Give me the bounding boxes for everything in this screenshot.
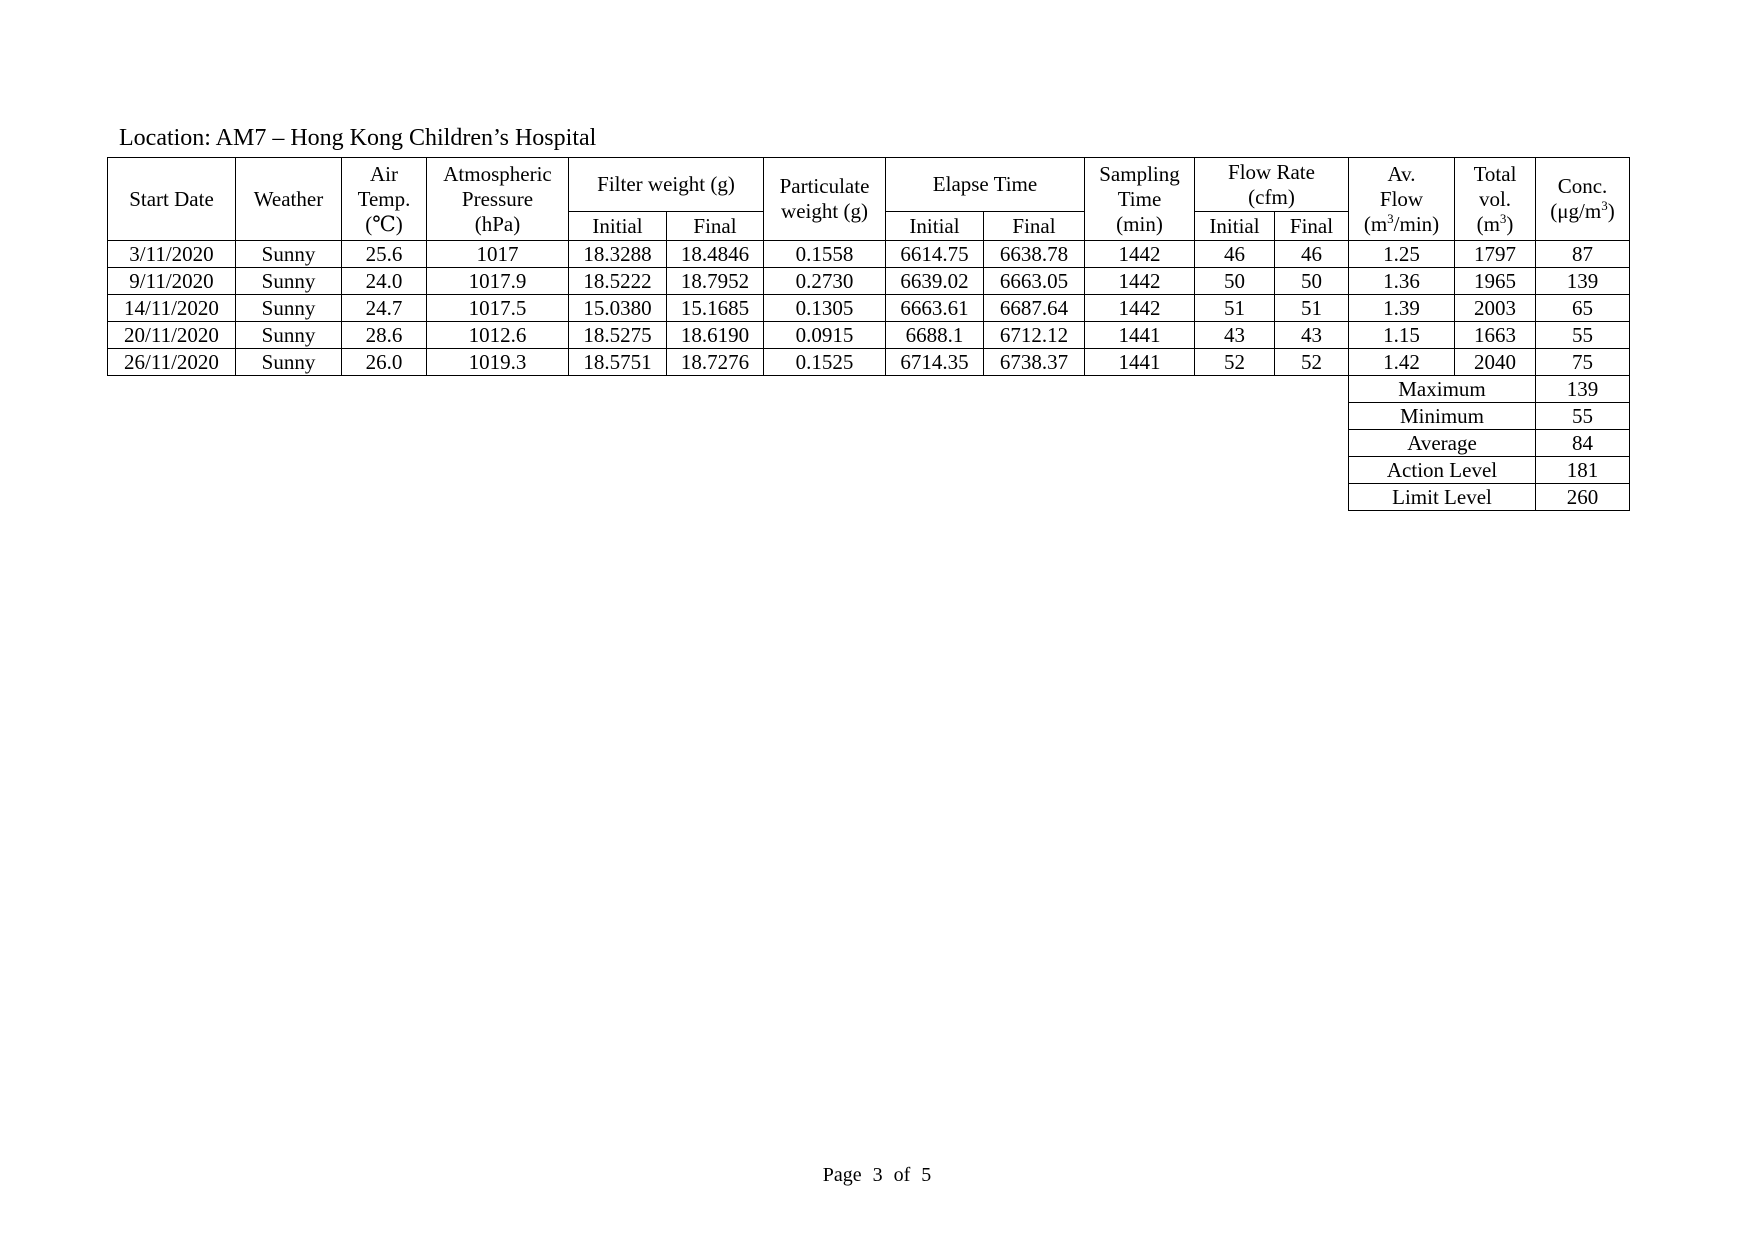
table-cell: 0.1558 <box>764 241 886 268</box>
table-cell: 139 <box>1536 268 1630 295</box>
table-cell: 24.0 <box>342 268 427 295</box>
table-cell: 52 <box>1275 349 1349 376</box>
table-cell: 1017.9 <box>427 268 569 295</box>
table-cell: 26.0 <box>342 349 427 376</box>
page-word: Page <box>822 1164 862 1186</box>
header-flow-initial: Initial <box>1195 212 1275 241</box>
table-row <box>108 295 1630 322</box>
page-total: 5 <box>921 1164 932 1186</box>
table-cell: 2040 <box>1455 349 1536 376</box>
table-cell: 6638.78 <box>984 241 1085 268</box>
table-cell: 6663.61 <box>886 295 984 322</box>
table-cell: 1441 <box>1085 349 1195 376</box>
table-cell: 1012.6 <box>427 322 569 349</box>
header-elapse-initial: Initial <box>886 212 984 241</box>
header-elapse-final: Final <box>984 212 1085 241</box>
table-cell: 18.5222 <box>569 268 667 295</box>
summary-label: Minimum <box>1349 403 1536 430</box>
header-filter-final: Final <box>667 212 764 241</box>
summary-row <box>108 484 1630 511</box>
summary-value: 181 <box>1536 457 1630 484</box>
table-cell: 6639.02 <box>886 268 984 295</box>
summary-row <box>108 457 1630 484</box>
summary-value: 139 <box>1536 376 1630 403</box>
table-cell: Sunny <box>236 241 342 268</box>
table-cell: 46 <box>1195 241 1275 268</box>
table-cell: 1.39 <box>1349 295 1455 322</box>
table-cell: 50 <box>1275 268 1349 295</box>
table-cell: 6712.12 <box>984 322 1085 349</box>
table-cell: 18.3288 <box>569 241 667 268</box>
header-elapse-time: Elapse Time <box>886 158 1085 212</box>
header-pressure: Atmospheric Pressure (hPa) <box>427 158 569 241</box>
table-cell: 1797 <box>1455 241 1536 268</box>
table-cell: 1.25 <box>1349 241 1455 268</box>
table-cell: 20/11/2020 <box>108 322 236 349</box>
header-filter-initial: Initial <box>569 212 667 241</box>
summary-value: 260 <box>1536 484 1630 511</box>
table-cell: 87 <box>1536 241 1630 268</box>
header-flow-rate: Flow Rate (cfm) <box>1195 158 1349 212</box>
table-row <box>108 349 1630 376</box>
table-cell: 6663.05 <box>984 268 1085 295</box>
table-cell: 18.4846 <box>667 241 764 268</box>
table-cell: 1663 <box>1455 322 1536 349</box>
table-cell: 6614.75 <box>886 241 984 268</box>
table-cell: 6714.35 <box>886 349 984 376</box>
table-cell: 75 <box>1536 349 1630 376</box>
header-start-date: Start Date <box>108 158 236 241</box>
table-cell: Sunny <box>236 268 342 295</box>
summary-row <box>108 403 1630 430</box>
summary-value: 55 <box>1536 403 1630 430</box>
table-cell: 1442 <box>1085 268 1195 295</box>
table-cell: 18.7276 <box>667 349 764 376</box>
table-cell: 25.6 <box>342 241 427 268</box>
table-cell: Sunny <box>236 295 342 322</box>
table-cell: 50 <box>1195 268 1275 295</box>
header-conc: Conc. $(\mu g/m^3)$ <box>1536 158 1630 241</box>
table-cell: 26/11/2020 <box>108 349 236 376</box>
table-cell: 6738.37 <box>984 349 1085 376</box>
table-cell: 15.1685 <box>667 295 764 322</box>
table-cell: 43 <box>1195 322 1275 349</box>
table-cell: 18.5275 <box>569 322 667 349</box>
table-cell: 2003 <box>1455 295 1536 322</box>
header-sampling-time: Sampling Time (min) <box>1085 158 1195 241</box>
table-cell: 1965 <box>1455 268 1536 295</box>
table-cell: 1442 <box>1085 295 1195 322</box>
table-cell: 9/11/2020 <box>108 268 236 295</box>
table-cell: Sunny <box>236 322 342 349</box>
of-word: of <box>893 1164 911 1186</box>
table-cell: 1.15 <box>1349 322 1455 349</box>
table-body <box>108 241 1630 511</box>
table-cell: 1441 <box>1085 322 1195 349</box>
table-cell: 14/11/2020 <box>108 295 236 322</box>
table-cell: 18.6190 <box>667 322 764 349</box>
table-cell: Sunny <box>236 349 342 376</box>
table-row <box>108 241 1630 268</box>
summary-label: Action Level <box>1349 457 1536 484</box>
table-cell: 6688.1 <box>886 322 984 349</box>
table-cell: 0.2730 <box>764 268 886 295</box>
table-cell: 0.1525 <box>764 349 886 376</box>
table-cell: 1019.3 <box>427 349 569 376</box>
table-cell: 24.7 <box>342 295 427 322</box>
table-cell: 3/11/2020 <box>108 241 236 268</box>
table-cell: 46 <box>1275 241 1349 268</box>
air-quality-table <box>107 157 1630 511</box>
table-header <box>108 158 1630 241</box>
table-cell: 28.6 <box>342 322 427 349</box>
table-cell: 6687.64 <box>984 295 1085 322</box>
header-total-vol: Total vol. $(m^3)$ <box>1455 158 1536 241</box>
table-cell: 15.0380 <box>569 295 667 322</box>
table-row <box>108 322 1630 349</box>
table-cell: 51 <box>1275 295 1349 322</box>
summary-label: Average <box>1349 430 1536 457</box>
table-cell: 1442 <box>1085 241 1195 268</box>
header-filter-weight: Filter weight (g) <box>569 158 764 212</box>
summary-row <box>108 430 1630 457</box>
table-cell: 0.0915 <box>764 322 886 349</box>
table-cell: 65 <box>1536 295 1630 322</box>
table-cell: 0.1305 <box>764 295 886 322</box>
table-cell: 51 <box>1195 295 1275 322</box>
summary-label: Maximum <box>1349 376 1536 403</box>
table-row <box>108 268 1630 295</box>
table-cell: 18.7952 <box>667 268 764 295</box>
header-av-flow: Av. Flow $(m^3/\min)$ <box>1349 158 1455 241</box>
page-footer <box>0 1163 1754 1187</box>
header-flow-final: Final <box>1275 212 1349 241</box>
table-cell: 1017 <box>427 241 569 268</box>
table-cell: 43 <box>1275 322 1349 349</box>
summary-value: 84 <box>1536 430 1630 457</box>
table-cell: 52 <box>1195 349 1275 376</box>
table-cell: 55 <box>1536 322 1630 349</box>
header-particulate: Particulate weight (g) <box>764 158 886 241</box>
table-cell: 1.42 <box>1349 349 1455 376</box>
table-cell: 1017.5 <box>427 295 569 322</box>
table-cell: 18.5751 <box>569 349 667 376</box>
header-air-temp: Air Temp. (℃) <box>342 158 427 241</box>
header-weather: Weather <box>236 158 342 241</box>
location-title: Location: AM7 – Hong Kong Children’s Hospital <box>119 125 597 151</box>
summary-row <box>108 376 1630 403</box>
table-cell: 1.36 <box>1349 268 1455 295</box>
summary-label: Limit Level <box>1349 484 1536 511</box>
page-number: 3 <box>872 1164 883 1186</box>
